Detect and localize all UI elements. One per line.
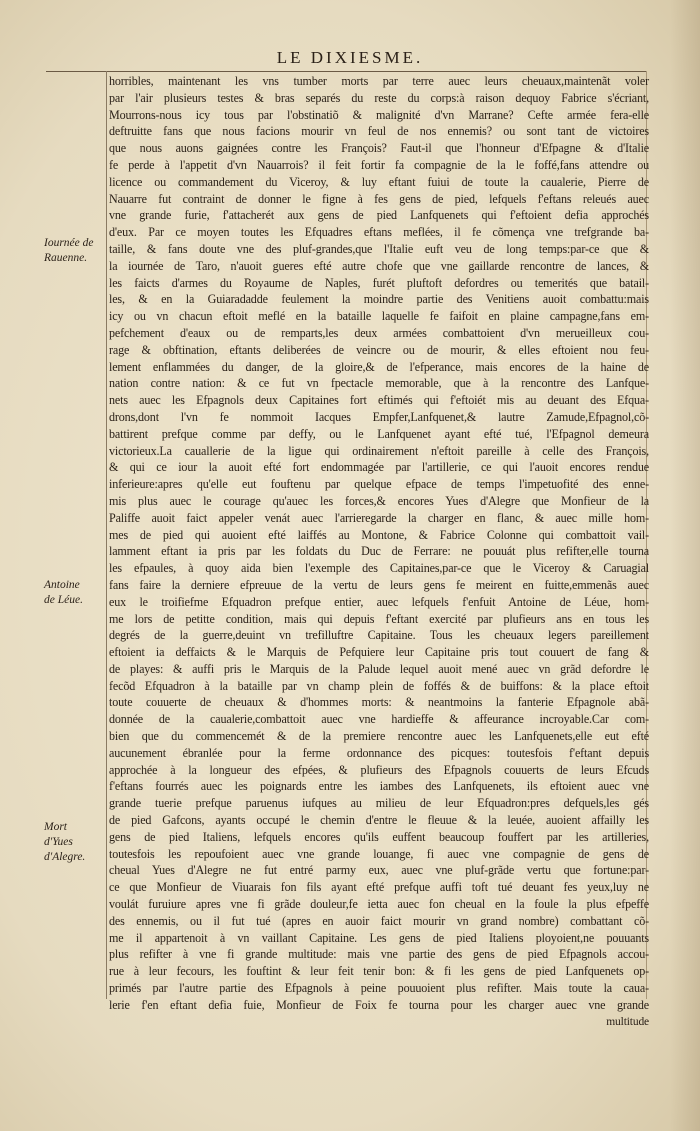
text-line: des ennemis, ou il fut tué (apres en auoir faict mourir vn grand nombre) combattant cõ- — [109, 913, 649, 928]
text-line: mes de pied qui auoient efté laiffés au Montone, & Fabrice Colonne qui combattoit vail- — [109, 527, 649, 542]
text-line: toute couuerte de cheuaux & d'hommes morts: & neantmoins la fanterie Efpagnole abã- — [109, 695, 649, 710]
text-line: que nous auons gaignées contre les François? Faut-il que l'honneur d'Efpagne & d'Italie — [109, 141, 649, 156]
text-line: par l'air plusieurs testes & bras separés du reste du corps:à raison dequoy Fabrice s'écriant, — [109, 90, 649, 105]
text-line: rage & obftination, eftants deliberées de veincre ou de mourir, & elles eftoient nou feu- — [109, 342, 649, 357]
text-line: eux le troifiefme Efquadron prefque entier, auec lefquels f'enfuit Antoine de Léue, hom- — [109, 594, 649, 609]
text-line: de playes: & auffi pris le Marquis de la Palude lequel auoit mené auec vn grãd defordre le — [109, 661, 649, 676]
text-line: gens de pied Italiens, lefquels encores qu'ils euffent beaucoup fouffert par les artilleries, — [109, 829, 649, 844]
margin-note-yues: Mort d'Yues d'Alegre. — [44, 821, 86, 863]
text-line: Nauarre fut contraint de donner le figne à fes gens de pied, lefquels f'eftans releués auec — [109, 191, 649, 206]
text-line: mis plus auec le courage qu'auec les forces,& encores Yues d'Alegre que Monfieur de la — [109, 493, 649, 508]
text-line: plus refifter à vne fi grande multitude: mais vne partie des gens de pied Efpagnols accou- — [109, 947, 649, 962]
text-line: Paliffe auoit faict appeler venát auec l'arrieregarde la charger en flanc, & auec mille hom- — [109, 510, 649, 525]
page-edge-shadow — [670, 0, 700, 1131]
text-line: licence ou commandement du Viceroy, & luy eftant fuiui de toute la caualerie, Pierre de — [109, 174, 649, 189]
text-line: vne grande furie, f'attacherét aux gens de pied Lanfquenets qui f'eftoient defia approchés — [109, 208, 649, 223]
text-line: fecõd Efquadron à la bataille par vn champ plein de foffés & de buiffons: & la place eftoit — [109, 678, 649, 693]
text-line: les faicts d'armes du Royaume de Naples, furét pluftoft defordres ou temerités que batail- — [109, 275, 649, 290]
text-line: & qui ce iour la auoit efté fort endommagée par l'artillerie, ce qui l'auoit encores rendue — [109, 460, 649, 475]
text-line: me il appartenoit à vn vaillant Capitaine. Les gens de pied Italiens ployoient,ne pouuants — [109, 930, 649, 945]
text-line: eftoient ia deffaicts & le Marquis de Pefquiere leur Capitaine pris tout couuert de fang & — [109, 645, 649, 660]
text-line: rue à leur fecours, les fouftint & leur feit tenir bon: & fi les gens de pied Lanfquenets op- — [109, 964, 649, 979]
text-line: me lors de petitte condition, mais qui depuis f'eftant exercité par plufieurs ans en tous les — [109, 611, 649, 626]
text-line: deftruitte fans que nous facions mourir vn feul de nos ennemis? ou sont tant de victoires — [109, 124, 649, 139]
text-line: f'eftans fourrés auec les poignards entre les iambes des Lanfquenets, ils eftoient auec vne — [109, 779, 649, 794]
text-line: taille, & fans doute vne des pluf-grandes,que l'Italie euft veu de long temps:par-ce que & — [109, 241, 649, 256]
text-line: voulát furuiure apres vne fi grãde douleur,fe ietta auec fon cheual en la foule la plus efpeffe — [109, 897, 649, 912]
text-line: lamment eftant ia pris par les foldats du Duc de Ferrare: ne pouuát plus refifter,elle tourna — [109, 544, 649, 559]
header-rule — [46, 71, 646, 72]
text-line: bien que du commencemét & de la premiere rencontre auec les Lanfquenets,elle eut efté — [109, 729, 649, 744]
text-line: aucunement ébranlée pour la ferme ordonnance des picques: toutesfois f'eftant depuis — [109, 745, 649, 760]
text-line: approchée à la longueur des efpées, & plufieurs des Efpagnols couuerts de leurs Efcuds — [109, 762, 649, 777]
text-line: horribles, maintenant les vns tumber morts par terre auec leurs cheuaux,maintenãt voler — [109, 74, 649, 88]
text-line: fans faire la derniere efpreuue de la vertu de leurs gens fe meirent en fuitte,emmenãs auec — [109, 577, 649, 592]
text-line: pefchement d'eaux ou de remparts,les deux armées combattoient d'vn merueilleux cou- — [109, 325, 649, 340]
text-line: lerie f'en eftant defia fuie, Monfieur de Foix fe tourna pour les charger auec vne grande — [109, 997, 649, 1012]
text-line: la iournée de Taro, n'auoit gueres efté autre chofe que vne gaillarde rencontre de lances, & — [109, 258, 649, 273]
text-line: de pied Gafcons, ayants occupé le chemin d'entre le fleuue & la leuée, auoient affailly les — [109, 813, 649, 828]
text-line: victorieux.La cauallerie de la ligue qui ordinairement n'eftoit pareille à celle des François, — [109, 443, 649, 458]
text-line: cheual Yues d'Alegre ne fut entré parmy eux, auec vne pluf-grãde vertu que fortune:par- — [109, 863, 649, 878]
text-line: fe perde à l'appetit d'vn Nauarrois? il feit fortir fa compagnie de la le foffé,fans attendre ou — [109, 157, 649, 172]
running-title: LE DIXIESME. — [276, 48, 424, 67]
text-line: drons,dont l'vn fe nommoit Iacques Empfer,Lanfquenet,& lautre Zamude,Efpagnol,cõ- — [109, 409, 649, 424]
text-line: nets auec les Efpagnols deux Capitaines fort eftimés qui f'eftoiét mis au deuant des Efqua- — [109, 393, 649, 408]
text-line: d'eux. Par ce moyen toutes les Efquadres eftans meflées, il fe cõmença vne trefgrande ba- — [109, 225, 649, 240]
text-line: lement enflammées du danger, de la gloire,& de l'efperance, mais encores de la haine de — [109, 359, 649, 374]
text-line: donnée de la caualerie,combattoit auec vne hardieffe & affeurance incroyable.Car com- — [109, 712, 649, 727]
text-line: les, & en la Guiaradadde feulement la moindre partie des Venitiens auoit combattu:mais — [109, 292, 649, 307]
text-line: battirent prefque comme par deffy, ou le Lanfquenet ayant efté tué, l'Efpagnol demeura — [109, 426, 649, 441]
text-line: icy ou vn chacun eftoit meflé en la bataille laquelle fe faifoit en plaine campagne,fans em- — [109, 309, 649, 324]
text-line: toutesfois les repoufoient auec vne grande louange, fi auec vne compagnie de gens de — [109, 846, 649, 861]
text-line: nation contre nation: & ce fut vn fpectacle memorable, que à la rencontre des Lanfque- — [109, 376, 649, 391]
text-line: inferieure:apres qu'elle eut fouftenu par quelque efpace de temps l'impetuofité des enne- — [109, 477, 649, 492]
main-text-block — [109, 73, 649, 1030]
margin-note-rauenne: Iournée de Rauenne. — [44, 237, 94, 264]
text-line: degrés de la guerre,deuint vn trefilluftre Capitaine. Tous les cheuaux legers pareillement — [109, 628, 649, 643]
catchword: multitude — [606, 1015, 649, 1028]
text-line: primés par l'autre partie des Efpagnols à peine pouuoient plus refifter. Mais toute la caua- — [109, 981, 649, 996]
text-line: ce que Monfieur de Viuarais fon fils ayant efté prefque auffi toft tué deuant fes yeux,luy ne — [109, 880, 649, 895]
margin-note-antoine: Antoine de Léue. — [44, 579, 83, 606]
text-line: grande tuerie prefque paruenus iufques au milieu de leur Efquadron:pres defquels,les gés — [109, 796, 649, 811]
text-line: Mourrons-nous icy tous par l'obstinatiõ & malignité d'vn Marrane? Cefte armée fera-elle — [109, 107, 649, 122]
text-line: les efpaules, à quoy aida bien l'exemple des Capitaines,par-ce que le Viceroy & Caruagial — [109, 561, 649, 576]
margin-rule — [106, 71, 107, 999]
